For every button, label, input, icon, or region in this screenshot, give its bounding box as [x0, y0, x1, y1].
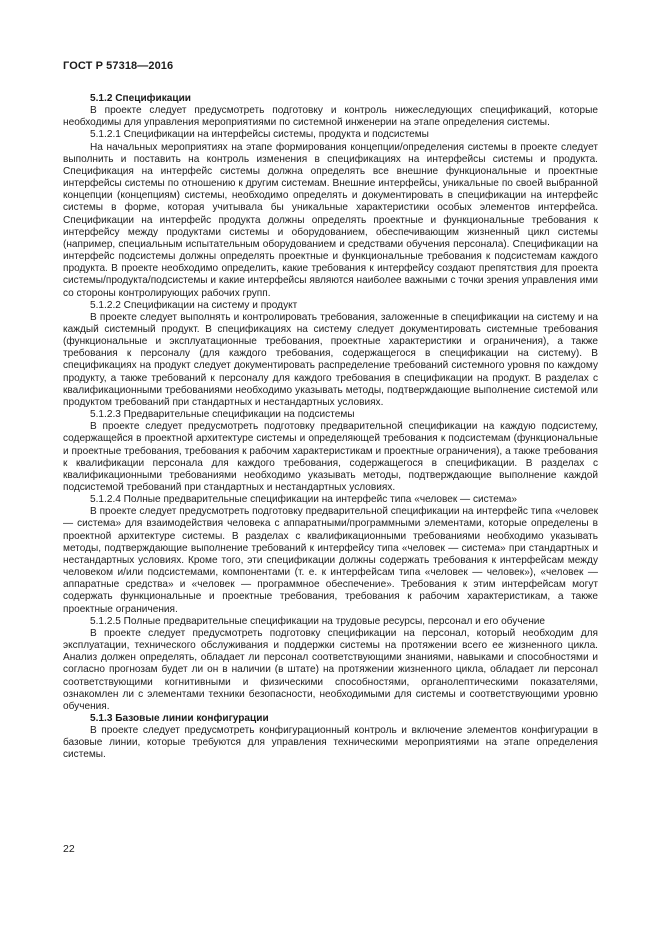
- body-paragraph: В проекте следует выполнять и контролировать требования, заложенные в спецификации на систему и на каждый системный продукт. В спецификациях на систему следует документировать системные требования (функциональные и эксплуатационные требования, проектные характеристики и ограничения), а также требования к персоналу (для каждого требования, содержащегося в спецификации на систему). В спецификациях на продукт следует документировать распределение требований системного уровня по каждому продукту, а также требований к персоналу для каждого требования в спецификации на продукт. В разделах с квалификационными требованиями необходимо указывать методы, подтверждающие выполнение системой или продуктом требований при стандартных и нестандартных условиях.: [63, 311, 598, 408]
- body-paragraph: В проекте следует предусмотреть подготовку предварительной спецификации на каждую подсистему, содержащейся в проектной архитектуре системы и определяющей требования к подсистемам (функциональные и проектные требования, требования к рабочим характеристикам и проектные ограничения), а также требования к квалификации персонала для каждого требования, содержащегося в спецификации. В разделах с квалификационными требованиями необходимо указывать методы, подтверждающие выполнение каждой подсистемой требований при стандартных и нестандартных условиях.: [63, 421, 598, 493]
- section-heading: 5.1.2 Спецификации: [90, 93, 191, 104]
- section-heading: 5.1.3 Базовые линии конфигурации: [90, 712, 269, 724]
- subsection-title: 5.1.2.3 Предварительные спецификации на подсистемы: [90, 409, 355, 421]
- page-number: 22: [63, 843, 75, 855]
- subsection-title: 5.1.2.2 Спецификации на систему и продукт: [90, 299, 298, 311]
- body-paragraph: В проекте следует предусмотреть конфигурационный контроль и включение элементов конфигурации в базовые линии, которые требуются для управления техническими мероприятиями на этапе определения системы.: [63, 725, 598, 761]
- body-paragraph: На начальных мероприятиях на этапе формирования концепции/определения системы в проекте следует выполнить и поставить на контроль изменения в спецификациях на интерфейсы системы и продукта. Спецификация на интерфейс системы должна определять все внешние функциональные и проектные интерфейсы системы по отношению к другим системам. Внешние интерфейсы, уникальные по своей выбранной концепции (концепциям) системы, необходимо определять и документировать в спецификации на интерфейс системы в форме, которая учитывала бы уникальные характеристики особых элементов интерфейса. Спецификации на интерфейс продукта должны определять проектные и функциональные требования к интерфейсу между продуктами системы и оборудованием, обеспечивающим жизненный цикл системы (например, специальным испытательным оборудованием и средствами обучения персонала). Спецификации на интерфейс подсистемы должны определять проектные и функциональные требования к подсистемам каждого продукта. В проекте необходимо определить, какие требования к интерфейсу создают препятствия для проекта системы/продукта/подсистемы и какие интерфейсы являются наиболее важными с точки зрения управления ими со стороны контролирующих рабочих групп.: [63, 141, 598, 299]
- subsection-title: 5.1.2.1 Спецификации на интерфейсы системы, продукта и подсистемы: [90, 129, 429, 141]
- body-paragraph: В проекте следует предусмотреть подготовку и контроль нижеследующих спецификаций, которые необходимы для управления мероприятиями по системной инженерии на этапе определения системы.: [63, 105, 598, 129]
- body-paragraph: В проекте следует предусмотреть подготовку предварительной спецификации на интерфейс типа «человек — система» для взаимодействия человека с аппаратными/программными элементами, которые определены в проектной архитектуре системы. В разделах с квалификационными требованиями необходимо указывать методы, подтверждающие выполнение требований к интерфейсу типа «человек — система» при стандартных и нестандартных условиях. Кроме того, эти спецификации должны содержать требования к интерфейсам между человеком и/или подсистемами, компонентами (т. е. к интерфейсам типа «человек — человек»), «человек — аппаратные средства» и «человек — программное обеспечение». Требования к этим интерфейсам могут содержать функциональные и проектные требования, требования к рабочим характеристикам, а также проектные ограничения.: [63, 506, 598, 615]
- body-paragraph: В проекте следует предусмотреть подготовку спецификации на персонал, который необходим для эксплуатации, технического обслуживания и поддержки системы на протяжении всего ее жизненного цикла. Анализ должен определять, обладает ли персонал соответствующими знаниями, навыками и способностями и согласно прогнозам будет ли он в наличии (в штате) на протяжении жизненного цикла, обладает ли персонал соответствующими когнитивными и физическими способностями, органолептическими показателями, ознакомлен ли с элементами техники безопасности, необходимыми для системы и соответствующими уровню обучения.: [63, 627, 598, 712]
- document-body: [63, 93, 598, 762]
- subsection-title: 5.1.2.5 Полные предварительные спецификации на трудовые ресурсы, персонал и его обучение: [90, 615, 546, 627]
- document-code-header: ГОСТ Р 57318—2016: [63, 60, 174, 72]
- subsection-title: 5.1.2.4 Полные предварительные спецификации на интерфейс типа «человек — система»: [90, 494, 517, 506]
